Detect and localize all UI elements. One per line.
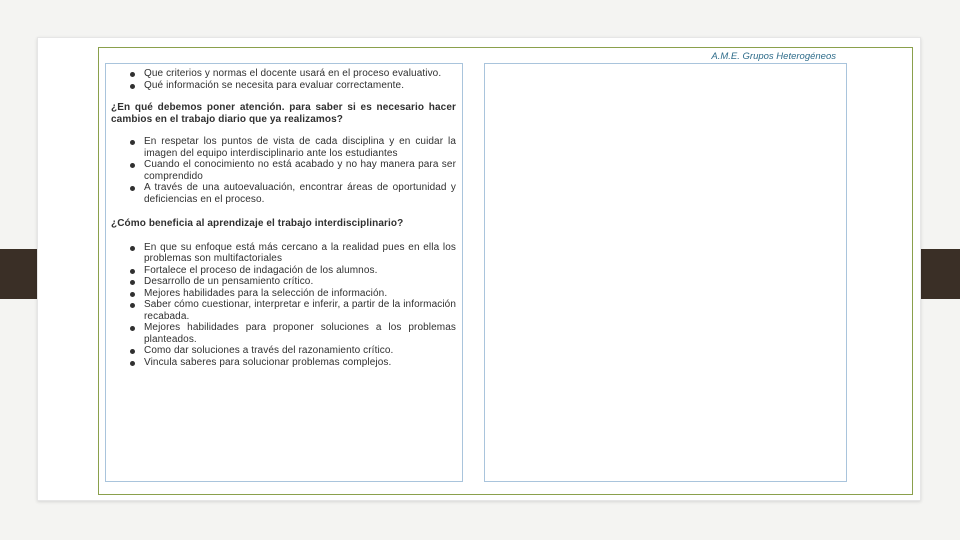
question-heading: ¿En qué debemos poner atención. para saber si es necesario hacer cambios en el trabajo diario que ya realizamos? bbox=[111, 102, 456, 125]
benefits-list bbox=[111, 242, 456, 369]
answer-list bbox=[111, 136, 456, 205]
header-title: A.M.E. Grupos Heterogéneos bbox=[711, 51, 836, 62]
list-item: Mejores habilidades para la selección de información. bbox=[111, 288, 456, 300]
list-item: A través de una autoevaluación, encontrar áreas de oportunidad y deficiencias en el proceso. bbox=[111, 182, 456, 205]
list-item: Que criterios y normas el docente usará en el proceso evaluativo. bbox=[111, 68, 456, 80]
list-item: Qué información se necesita para evaluar correctamente. bbox=[111, 80, 456, 92]
right-empty-column bbox=[484, 63, 847, 482]
document-body bbox=[111, 68, 456, 368]
left-text-column bbox=[105, 63, 463, 482]
document-page bbox=[37, 37, 921, 501]
question-heading: ¿Cómo beneficia al aprendizaje el trabajo interdisciplinario? bbox=[111, 218, 404, 229]
list-item: Como dar soluciones a través del razonamiento crítico. bbox=[111, 345, 456, 357]
list-item: Fortalece el proceso de indagación de los alumnos. bbox=[111, 265, 456, 277]
list-item: Saber cómo cuestionar, interpretar e inferir, a partir de la información recabada. bbox=[111, 299, 456, 322]
list-item: Vincula saberes para solucionar problemas complejos. bbox=[111, 357, 456, 369]
list-item: Desarrollo de un pensamiento crítico. bbox=[111, 276, 456, 288]
list-item: Cuando el conocimiento no está acabado y no hay manera para ser comprendido bbox=[111, 159, 456, 182]
list-item: En que su enfoque está más cercano a la realidad pues en ella los problemas son multifactoriales bbox=[111, 242, 456, 265]
list-item: En respetar los puntos de vista de cada disciplina y en cuidar la imagen del equipo interdisciplinario ante los estudiantes bbox=[111, 136, 456, 159]
list-item: Mejores habilidades para proponer soluciones a los problemas planteados. bbox=[111, 322, 456, 345]
intro-list bbox=[111, 68, 456, 91]
